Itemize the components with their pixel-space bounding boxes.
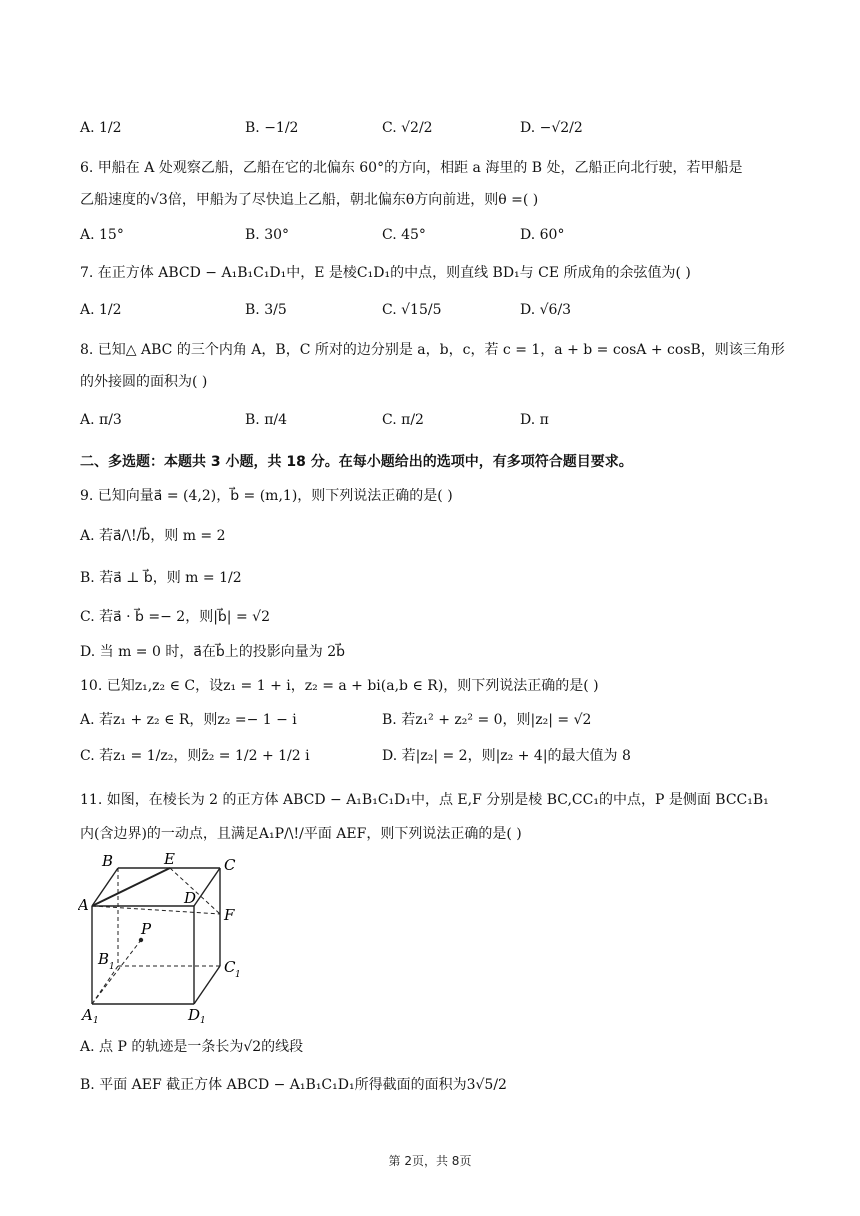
q9-option-b: B. 若a⃗ ⊥ b⃗，则 m = 1/2 [80, 570, 242, 586]
q5-option-b: B. −1/2 [245, 120, 299, 136]
q7-stem: 7. 在正方体 ABCD − A₁B₁C₁D₁中，E 是棱C₁D₁的中点，则直线 BD₁与 CE 所成角的余弦值为( ) [80, 265, 691, 281]
label-C1-sub: 1 [235, 970, 241, 980]
label-A1-sub: 1 [93, 1016, 99, 1024]
label-P: P [141, 920, 152, 938]
label-E: E [164, 852, 175, 868]
label-D: D [184, 889, 197, 907]
q11-option-b: B. 平面 AEF 截正方体 ABCD − A₁B₁C₁D₁所得截面的面积为3√5/2 [80, 1077, 507, 1093]
q8-stem-line1: 8. 已知△ ABC 的三个内角 A，B，C 所对的边分别是 a，b，c，若 c = 1，a + b = cosA + cosB，则该三角形 [80, 342, 785, 358]
q7-option-a: A. 1/2 [80, 302, 122, 318]
edge-AE [92, 868, 170, 906]
q6-stem-line1: 6. 甲船在 A 处观察乙船，乙船在它的北偏东 60°的方向，相距 a 海里的 B 处，乙船正向北行驶，若甲船是 [80, 160, 743, 176]
label-B: B [102, 852, 114, 870]
label-A: A [78, 896, 89, 914]
label-B1-sub: 1 [109, 962, 115, 972]
q10-option-a: A. 若z₁ + z₂ ∈ R，则z₂ =− 1 − i [80, 712, 297, 728]
q10-option-d: D. 若|z₂| = 2，则|z₂ + 4|的最大值为 8 [382, 748, 631, 764]
q7-option-c: C. √15/5 [382, 302, 442, 318]
q11-stem-line2: 内(含边界)的一动点，且满足A₁P/\!/平面 AEF，则下列说法正确的是( ) [80, 826, 522, 842]
q6-stem-line2: 乙船速度的√3倍，甲船为了尽快追上乙船，朝北偏东θ方向前进，则θ =( ) [80, 192, 539, 208]
q6-option-c: C. 45° [382, 227, 426, 243]
label-C: C [224, 856, 236, 874]
q8-option-a: A. π/3 [80, 412, 122, 428]
q10-stem: 10. 已知z₁,z₂ ∈ C，设z₁ = 1 + i，z₂ = a + bi(a,b ∈ R)，则下列说法正确的是( ) [80, 678, 599, 694]
edge-CD [194, 868, 220, 906]
label-C1: C [224, 958, 236, 976]
section-heading-multi-choice: 二、多选题：本题共 3 小题，共 18 分。在每小题给出的选项中，有多项符合题目要求。 [80, 454, 633, 470]
edge-D1C1 [194, 966, 220, 1004]
q5-option-a: A. 1/2 [80, 120, 122, 136]
q8-option-b: B. π/4 [245, 412, 288, 428]
q6-option-b: B. 30° [245, 227, 290, 243]
point-P [139, 938, 143, 942]
q9-option-c: C. 若a⃗ · b⃗ =− 2，则|b⃗| = √2 [80, 609, 270, 625]
q5-option-d: D. −√2/2 [520, 120, 583, 136]
q5-option-c: C. √2/2 [382, 120, 433, 136]
cube-figure [78, 852, 248, 1024]
q10-option-b: B. 若z₁² + z₂² = 0，则|z₂| = √2 [382, 712, 592, 728]
label-D1-sub: 1 [200, 1016, 206, 1024]
q7-option-d: D. √6/3 [520, 302, 572, 318]
q6-option-d: D. 60° [520, 227, 565, 243]
label-A1: A [82, 1006, 93, 1024]
q7-option-b: B. 3/5 [245, 302, 287, 318]
page-footer: 第 2页，共 8页 [388, 1154, 472, 1168]
q10-option-c: C. 若z₁ = 1/z₂，则z̄₂ = 1/2 + 1/2 i [80, 748, 310, 764]
edge-AF [92, 906, 220, 914]
q8-option-c: C. π/2 [382, 412, 424, 428]
q9-option-d: D. 当 m = 0 时，a⃗在b⃗上的投影向量为 2b⃗ [80, 644, 346, 660]
label-D1: D [188, 1006, 201, 1024]
q11-stem-line1: 11. 如图，在棱长为 2 的正方体 ABCD − A₁B₁C₁D₁中，点 E,F 分别是棱 BC,CC₁的中点，P 是侧面 BCC₁B₁ [80, 792, 769, 808]
q9-stem: 9. 已知向量a⃗ = (4,2)，b⃗ = (m,1)，则下列说法正确的是( ) [80, 488, 453, 504]
q9-option-a: A. 若a⃗/\!/b⃗，则 m = 2 [80, 528, 226, 544]
q8-option-d: D. π [520, 412, 549, 428]
q8-stem-line2: 的外接圆的面积为( ) [80, 374, 208, 390]
label-B1: B [98, 950, 110, 968]
q11-option-a: A. 点 P 的轨迹是一条长为√2的线段 [80, 1039, 304, 1055]
q6-option-a: A. 15° [80, 227, 124, 243]
label-F: F [224, 906, 235, 924]
